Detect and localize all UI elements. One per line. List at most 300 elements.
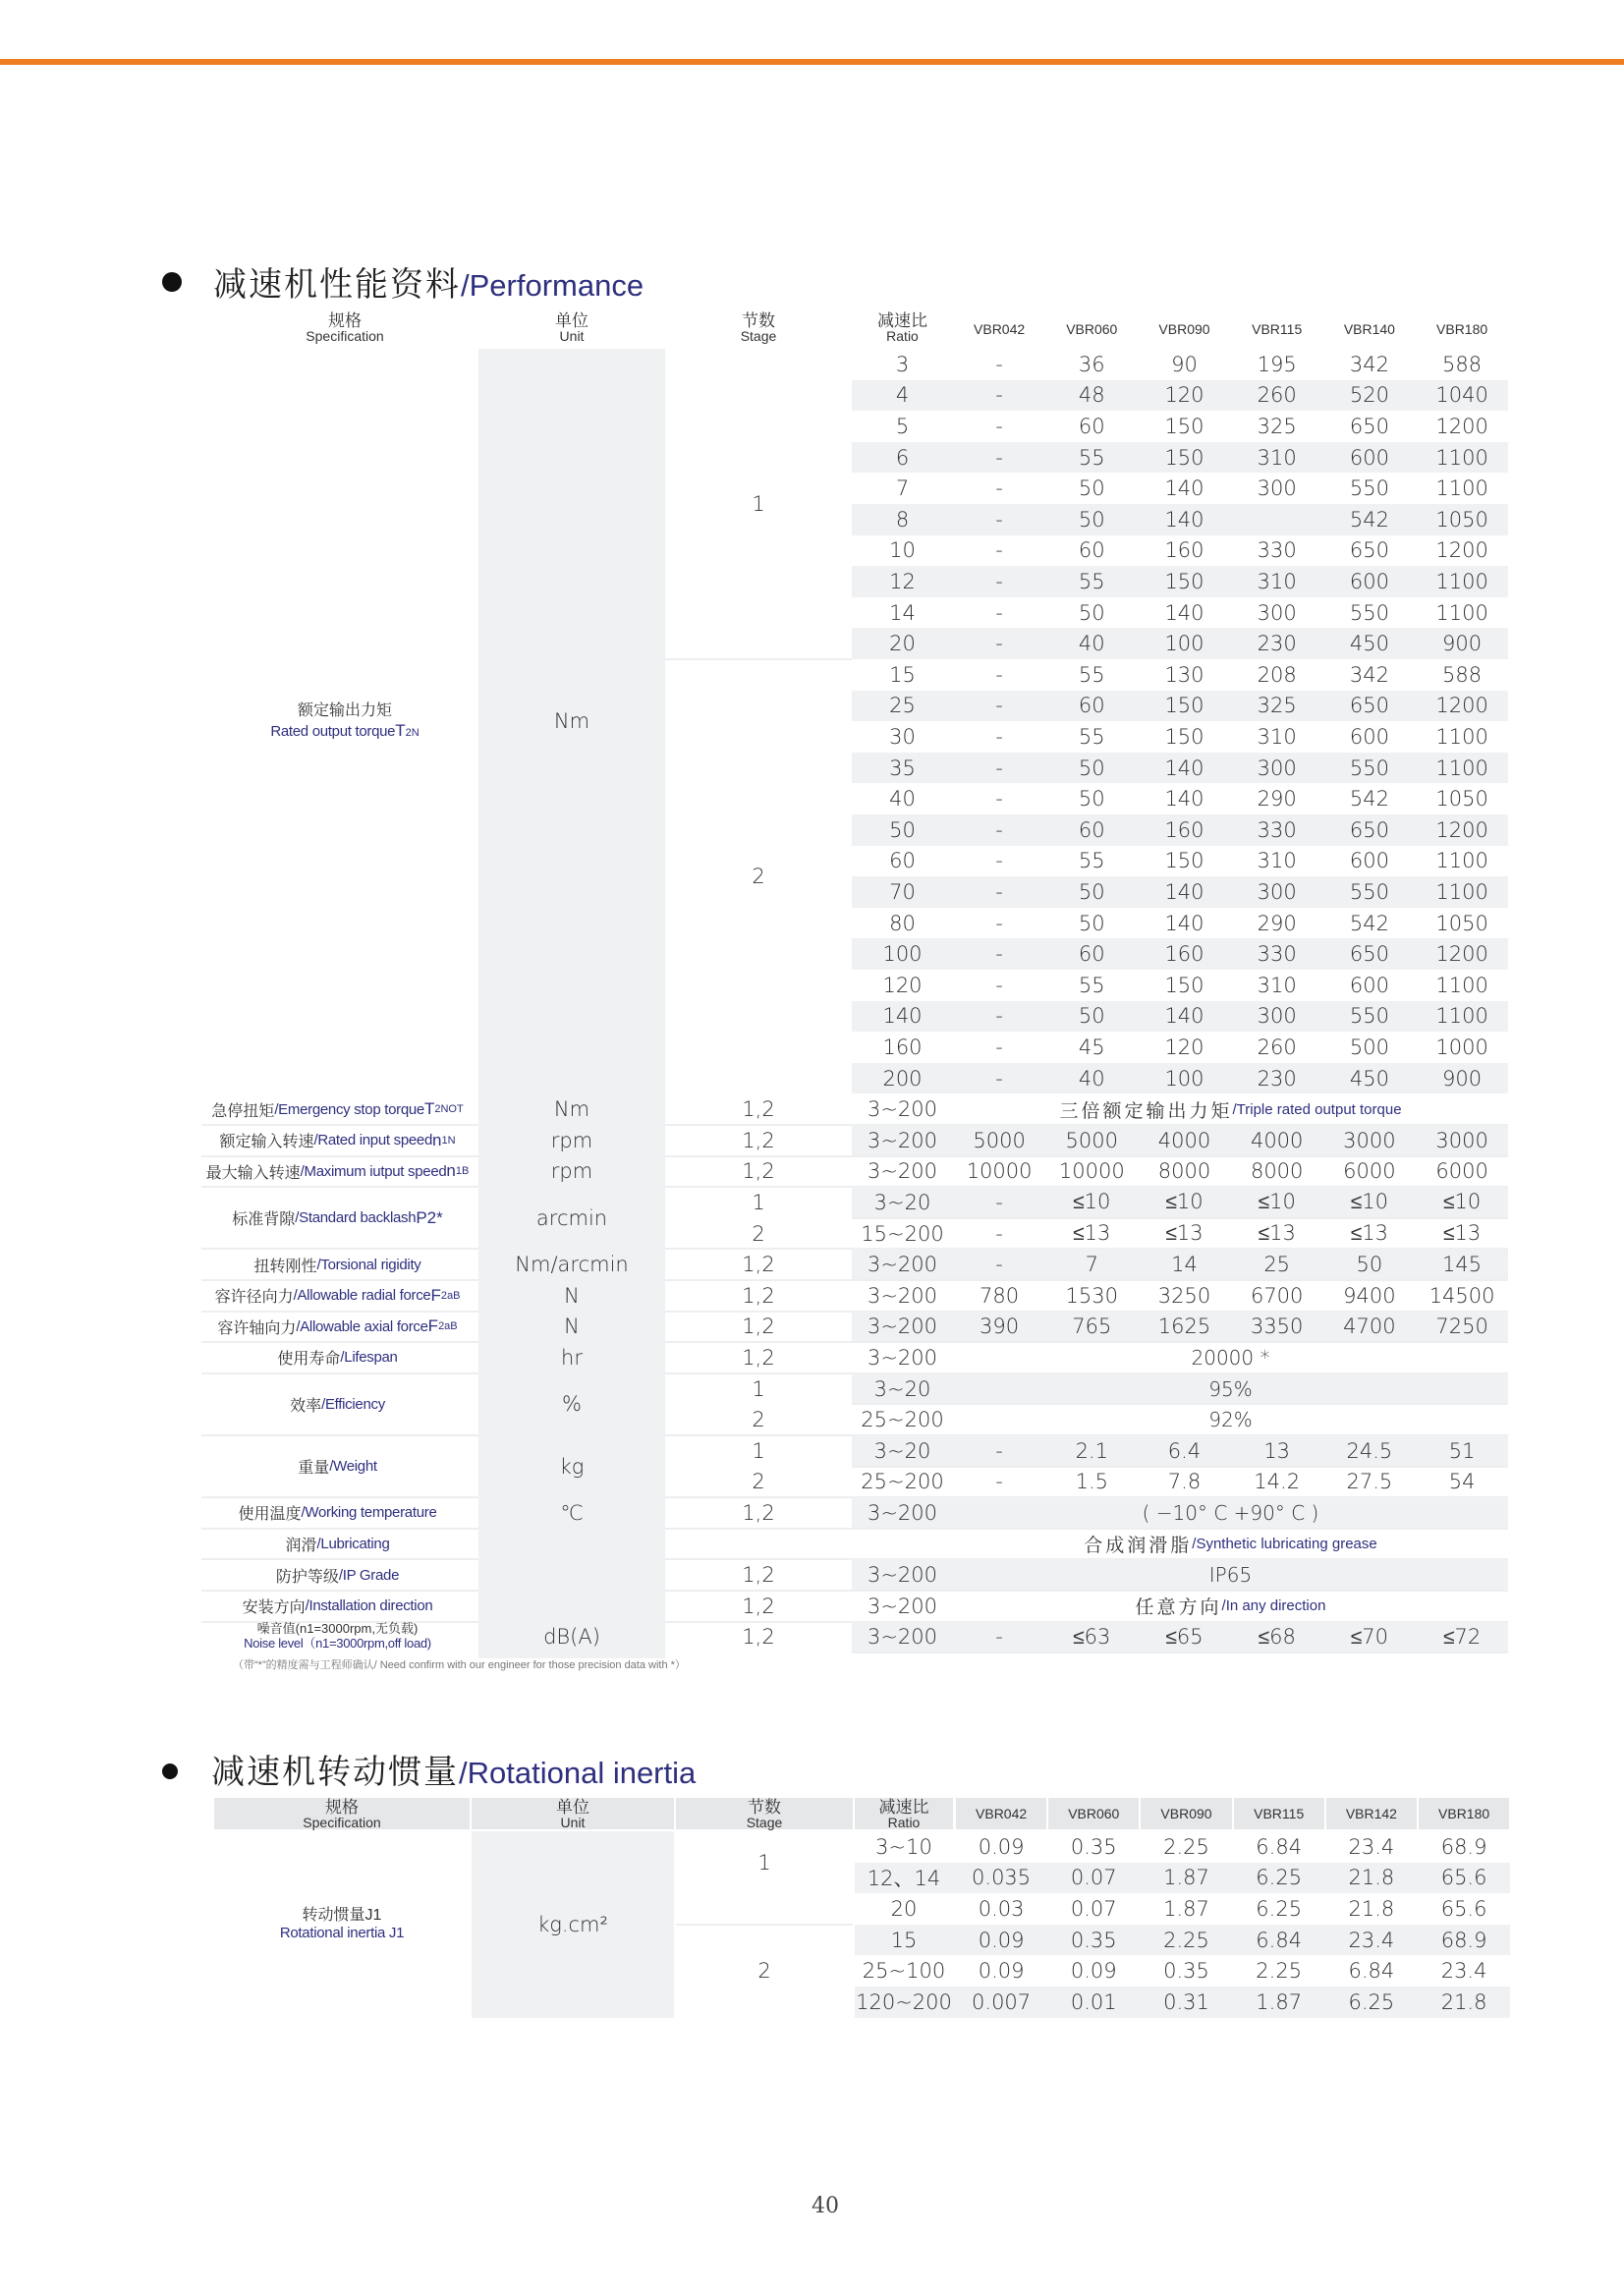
spec-label-rated_speed xyxy=(196,1125,478,1156)
value-cell: 13 xyxy=(1263,1438,1291,1463)
merged-value-en: /Triple rated output torque xyxy=(1232,1100,1402,1118)
unit-cell: kg xyxy=(559,1454,585,1479)
ratio-cell: 40 xyxy=(889,787,916,812)
value-cell: - xyxy=(995,973,1003,997)
merged-value-cell xyxy=(953,1373,1508,1405)
value-cell: 300 xyxy=(1257,756,1297,780)
value-cell: 1.87 xyxy=(1163,1866,1209,1890)
value-cell: 50 xyxy=(1078,507,1105,532)
value-cell: 1100 xyxy=(1435,849,1488,873)
stage-cell-1: 1 xyxy=(752,492,765,516)
value-cell: - xyxy=(995,1004,1003,1029)
value-cell: 650 xyxy=(1349,942,1389,967)
value-cell: 120 xyxy=(1164,1035,1204,1059)
merged-value-cell xyxy=(953,1559,1508,1591)
value-cell: 330 xyxy=(1257,538,1297,563)
label-en: /Working temperature xyxy=(301,1504,437,1522)
value-cell: 550 xyxy=(1349,600,1389,625)
value-cell: 550 xyxy=(1349,756,1389,780)
spec-label-efficiency xyxy=(196,1373,478,1435)
value-cell: 68.9 xyxy=(1440,1928,1487,1952)
value-cell: 650 xyxy=(1349,694,1389,718)
ratio-cell: 25~200 xyxy=(861,1470,944,1494)
value-cell: 50 xyxy=(1356,1253,1383,1277)
value-cell: - xyxy=(995,352,1003,376)
value-cell: 0.01 xyxy=(1070,1989,1117,2014)
value-cell: 550 xyxy=(1349,1004,1389,1029)
value-cell: - xyxy=(995,879,1003,904)
value-cell: 14.2 xyxy=(1254,1470,1301,1494)
header-model-vbr090: VBR090 xyxy=(1160,1806,1212,1821)
ratio-cell: 10 xyxy=(889,538,916,563)
ratio-cell: 3~200 xyxy=(867,1315,938,1339)
value-cell: 50 xyxy=(1078,879,1105,904)
stage-cell: 1,2 xyxy=(742,1283,775,1308)
header-model-vbr180: VBR180 xyxy=(1438,1806,1490,1821)
value-cell: - xyxy=(995,662,1003,687)
label-en: Noise level（n1=3000rpm,off load) xyxy=(244,1636,431,1651)
stage-cell: 2 xyxy=(752,1470,765,1494)
value-cell: - xyxy=(995,1190,1003,1214)
value-cell: 1000 xyxy=(1435,1035,1488,1059)
symbol: T xyxy=(395,720,406,740)
ratio-cell: 15 xyxy=(890,1928,918,1952)
value-cell: 1040 xyxy=(1435,383,1488,408)
inertia-title-zh: 减速机转动惯量 xyxy=(211,1753,459,1792)
label-zh: 转动惯量J1 xyxy=(302,1907,382,1925)
label-en-group xyxy=(270,721,419,741)
spec-label-radial xyxy=(196,1280,478,1312)
header-model-vbr142: VBR142 xyxy=(1345,1806,1397,1821)
label-en: /Weight xyxy=(329,1458,377,1476)
value-cell: 21.8 xyxy=(1440,1989,1487,2014)
spec-label-axial xyxy=(196,1312,478,1343)
value-cell: 140 xyxy=(1164,911,1204,935)
header-model-vbr140: VBR140 xyxy=(1343,321,1395,337)
value-cell: 300 xyxy=(1257,600,1297,625)
ratio-cell: 35 xyxy=(889,756,916,780)
value-cell: ≤13 xyxy=(1073,1221,1111,1246)
value-cell: 230 xyxy=(1257,632,1297,656)
value-cell: 0.007 xyxy=(972,1989,1032,2014)
label-symbol-sub: 2aB xyxy=(438,1320,458,1333)
value-cell: 0.035 xyxy=(972,1866,1032,1890)
header-specification-en: Specification xyxy=(303,1815,381,1830)
value-cell: 520 xyxy=(1349,383,1389,408)
value-cell: - xyxy=(995,1625,1003,1650)
value-cell: 150 xyxy=(1164,445,1204,470)
value-cell: 342 xyxy=(1349,662,1389,687)
ratio-cell: 30 xyxy=(889,724,916,749)
value-cell: - xyxy=(995,911,1003,935)
precision-footnote: （带“*”的精度需与工程师确认/ Need confirm with our engineer for those precision data with *） xyxy=(233,1659,686,1671)
value-cell: 6.25 xyxy=(1256,1866,1303,1890)
header-ratio-en: Ratio xyxy=(886,328,919,344)
spec-label-lubricating xyxy=(196,1529,478,1560)
value-cell: - xyxy=(995,1035,1003,1059)
label-en: /Maximum iutput speed xyxy=(300,1162,447,1180)
performance-section-title xyxy=(162,257,644,306)
value-cell: 0.35 xyxy=(1163,1959,1209,1984)
value-cell: 650 xyxy=(1349,538,1389,563)
header-model-vbr090: VBR090 xyxy=(1158,321,1210,337)
label-en: Rotational inertia J1 xyxy=(279,1925,405,1942)
header-specification xyxy=(214,1799,470,1829)
value-cell: ≤13 xyxy=(1165,1221,1204,1246)
unit-cell: hr xyxy=(561,1345,583,1370)
stage-cell: 1,2 xyxy=(742,1500,775,1525)
ratio-cell: 20 xyxy=(890,1896,918,1921)
spec-label-emergency xyxy=(196,1093,478,1125)
ratio-cell: 14 xyxy=(889,600,916,625)
value-cell: 0.09 xyxy=(978,1834,1025,1859)
stage-cell: 1 xyxy=(752,1190,765,1214)
unit-cell: Nm/arcmin xyxy=(515,1253,629,1277)
value-cell: - xyxy=(995,942,1003,967)
label-en: /Efficiency xyxy=(321,1395,385,1413)
value-cell: 290 xyxy=(1257,911,1297,935)
label-zh: 容许径向力 xyxy=(214,1289,294,1307)
value-cell: 68.9 xyxy=(1440,1834,1487,1859)
ratio-cell: 60 xyxy=(889,849,916,873)
ratio-cell: 12 xyxy=(889,569,916,593)
header-model-vbr042: VBR042 xyxy=(976,1806,1028,1821)
performance-title-en: /Performance xyxy=(461,268,644,303)
value-cell: 55 xyxy=(1078,445,1105,470)
bullet-icon xyxy=(162,1763,178,1779)
ratio-cell: 3~200 xyxy=(867,1500,938,1525)
stage-cell: 1,2 xyxy=(742,1563,775,1588)
label-symbol: n xyxy=(446,1161,456,1181)
value-cell: ≤63 xyxy=(1073,1624,1111,1649)
header-ratio-zh: 减速比 xyxy=(878,1798,929,1817)
value-cell: 900 xyxy=(1442,632,1483,656)
value-cell: 500 xyxy=(1349,1035,1389,1059)
value-cell: 1100 xyxy=(1435,600,1488,625)
value-cell: 342 xyxy=(1349,352,1389,376)
value-cell: 45 xyxy=(1078,1035,1105,1059)
value-cell: 2.25 xyxy=(1256,1959,1303,1984)
symbol-sub: 2N xyxy=(405,726,420,739)
label-en: /Allowable axial force xyxy=(296,1317,428,1335)
unit-cell: Nm xyxy=(553,709,590,734)
ratio-cell: 15~200 xyxy=(861,1221,944,1246)
merged-value: 20000 * xyxy=(1191,1345,1270,1370)
merged-value-en: /Synthetic lubricating grease xyxy=(1192,1536,1377,1553)
page-number: 40 xyxy=(812,2194,839,2218)
ratio-cell: 3~200 xyxy=(867,1159,938,1184)
performance-title-zh: 减速机性能资料 xyxy=(213,265,461,305)
ratio-cell: 3~200 xyxy=(867,1563,938,1588)
label-zh: 安装方向 xyxy=(242,1599,306,1617)
ratio-cell: 120~200 xyxy=(856,1989,952,2014)
value-cell: ≤10 xyxy=(1165,1190,1204,1214)
value-cell: 160 xyxy=(1164,538,1204,563)
value-cell: - xyxy=(995,787,1003,812)
value-cell: 1625 xyxy=(1157,1315,1211,1339)
value-cell: 50 xyxy=(1078,787,1105,812)
value-cell: 4700 xyxy=(1343,1315,1396,1339)
value-cell: 6.84 xyxy=(1256,1928,1303,1952)
value-cell: 0.03 xyxy=(978,1896,1025,1921)
value-cell: 1100 xyxy=(1435,756,1488,780)
unit-cell: rpm xyxy=(550,1128,593,1152)
value-cell: 1200 xyxy=(1435,942,1488,967)
value-cell: 542 xyxy=(1349,787,1389,812)
value-cell: 2.1 xyxy=(1075,1438,1108,1463)
value-cell: 195 xyxy=(1257,352,1297,376)
label-symbol: T xyxy=(423,1099,435,1119)
ratio-cell: 140 xyxy=(882,1004,923,1029)
label-symbol: P2* xyxy=(416,1207,443,1227)
value-cell: ≤70 xyxy=(1350,1624,1389,1649)
stage-cell: 1,2 xyxy=(742,1097,775,1122)
header-stage xyxy=(665,312,852,343)
value-cell: 65.6 xyxy=(1440,1896,1487,1921)
merged-value-cell xyxy=(953,1093,1508,1125)
header-specification-zh: 规格 xyxy=(328,311,362,330)
label-zh: 扭转刚性 xyxy=(253,1258,317,1275)
value-cell: 1100 xyxy=(1435,445,1488,470)
rotational-inertia-label xyxy=(214,1831,470,2018)
merged-value-zh: 三倍额定输出力矩 xyxy=(1059,1099,1233,1122)
value-cell: ≤13 xyxy=(1258,1221,1296,1246)
value-cell: 55 xyxy=(1078,849,1105,873)
value-cell: 10000 xyxy=(1058,1159,1125,1184)
value-cell: 50 xyxy=(1078,476,1105,501)
header-model-vbr115: VBR115 xyxy=(1254,1806,1305,1821)
stage-cell: 1,2 xyxy=(742,1625,775,1650)
value-cell: 1200 xyxy=(1435,694,1488,718)
value-cell: 550 xyxy=(1349,476,1389,501)
label-en: Rated output torque xyxy=(270,722,396,740)
unit-cell: Nm xyxy=(553,1097,590,1122)
header-stage-en: Stage xyxy=(746,1815,783,1830)
value-cell: 290 xyxy=(1257,787,1297,812)
value-cell: 900 xyxy=(1442,1066,1483,1091)
value-cell: ≤10 xyxy=(1442,1190,1482,1214)
ratio-cell: 3~10 xyxy=(875,1834,932,1859)
ratio-cell: 20 xyxy=(889,632,916,656)
inertia-title-en: /Rotational inertia xyxy=(459,1756,697,1790)
value-cell: ≤13 xyxy=(1350,1221,1389,1246)
unit-cell: rpm xyxy=(550,1159,593,1184)
value-cell: - xyxy=(995,507,1003,532)
spec-label-temperature xyxy=(196,1497,478,1529)
header-stage xyxy=(676,1799,853,1829)
header-model-vbr060: VBR060 xyxy=(1068,1806,1120,1821)
unit-cell: dB(A) xyxy=(543,1625,600,1650)
label-en: /Lubricating xyxy=(316,1536,390,1553)
value-cell: 588 xyxy=(1442,662,1483,687)
label-en: /Emergency stop torque xyxy=(274,1100,424,1118)
value-cell: 14500 xyxy=(1428,1283,1495,1308)
value-cell: 0.09 xyxy=(1070,1959,1117,1984)
value-cell: - xyxy=(995,538,1003,563)
ratio-cell: 3~200 xyxy=(867,1253,938,1277)
value-cell: 6700 xyxy=(1250,1283,1304,1308)
value-cell: 24.5 xyxy=(1346,1438,1393,1463)
value-cell: 150 xyxy=(1164,849,1204,873)
value-cell: 0.35 xyxy=(1070,1834,1117,1859)
value-cell: 300 xyxy=(1257,1004,1297,1029)
value-cell: 600 xyxy=(1349,445,1389,470)
spec-label-noise xyxy=(196,1618,478,1655)
value-cell: 588 xyxy=(1442,352,1483,376)
ratio-cell: 3~200 xyxy=(867,1283,938,1308)
value-cell: 650 xyxy=(1349,414,1389,438)
stage-cell: 1,2 xyxy=(742,1315,775,1339)
value-cell: ≤72 xyxy=(1442,1624,1482,1649)
unit-cell: N xyxy=(564,1283,580,1308)
label-zh: 效率 xyxy=(290,1397,322,1415)
value-cell: 600 xyxy=(1349,569,1389,593)
value-cell: 0.31 xyxy=(1163,1989,1209,2014)
value-cell: 8000 xyxy=(1250,1159,1304,1184)
value-cell: 260 xyxy=(1257,383,1297,408)
ratio-cell: 3~200 xyxy=(867,1594,938,1618)
value-cell: 325 xyxy=(1257,694,1297,718)
ratio-cell: 3~200 xyxy=(867,1625,938,1650)
value-cell: 550 xyxy=(1349,879,1389,904)
value-cell: 150 xyxy=(1164,569,1204,593)
header-stage-zh: 节数 xyxy=(742,311,775,330)
value-cell: 9400 xyxy=(1343,1283,1396,1308)
value-cell: 50 xyxy=(1078,911,1105,935)
value-cell: 1050 xyxy=(1435,507,1488,532)
label-symbol-sub: 2NOT xyxy=(434,1103,464,1116)
merged-value-cell xyxy=(953,1497,1508,1529)
value-cell: 4000 xyxy=(1250,1128,1304,1152)
value-cell: 1100 xyxy=(1435,724,1488,749)
value-cell: 10000 xyxy=(966,1159,1033,1184)
ratio-cell: 3~200 xyxy=(867,1097,938,1122)
merged-value: 95% xyxy=(1208,1376,1253,1401)
ratio-cell: 100 xyxy=(882,942,923,967)
header-ratio xyxy=(855,1799,953,1829)
value-cell: 6.25 xyxy=(1348,1989,1395,2014)
header-accent-rule xyxy=(0,59,1624,65)
label-symbol: F xyxy=(430,1285,441,1305)
value-cell: 230 xyxy=(1257,1066,1297,1091)
value-cell: 600 xyxy=(1349,849,1389,873)
value-cell: 60 xyxy=(1078,942,1105,967)
header-unit xyxy=(472,1799,674,1829)
value-cell: 140 xyxy=(1164,1004,1204,1029)
value-cell: 1200 xyxy=(1435,538,1488,563)
value-cell: 300 xyxy=(1257,476,1297,501)
label-zh: 防护等级 xyxy=(275,1568,339,1586)
value-cell: 542 xyxy=(1349,507,1389,532)
value-cell: 48 xyxy=(1078,383,1105,408)
value-cell: 50 xyxy=(1078,600,1105,625)
value-cell: 542 xyxy=(1349,911,1389,935)
ratio-cell: 3~20 xyxy=(873,1438,931,1463)
header-unit-zh: 单位 xyxy=(556,1798,589,1817)
value-cell: 1100 xyxy=(1435,476,1488,501)
value-cell: - xyxy=(995,1438,1003,1463)
ratio-cell: 3 xyxy=(895,352,910,376)
label-en: /Lifespan xyxy=(340,1349,398,1367)
merged-value: IP65 xyxy=(1208,1563,1253,1588)
value-cell: - xyxy=(995,724,1003,749)
value-cell: ≤68 xyxy=(1258,1624,1296,1649)
header-unit-en: Unit xyxy=(560,1815,586,1830)
label-zh: 使用温度 xyxy=(238,1506,302,1524)
ratio-cell: 7 xyxy=(895,476,910,501)
ratio-cell: 200 xyxy=(882,1066,923,1091)
inertia-section-title xyxy=(162,1745,696,1793)
value-cell: 1050 xyxy=(1435,911,1488,935)
value-cell: 1.5 xyxy=(1075,1470,1108,1494)
label-symbol-sub: 2aB xyxy=(440,1289,461,1302)
value-cell: 60 xyxy=(1078,817,1105,842)
ratio-cell: 160 xyxy=(882,1035,923,1059)
value-cell: 6.84 xyxy=(1256,1834,1303,1859)
merged-value-cell xyxy=(953,1404,1508,1435)
header-ratio-zh: 减速比 xyxy=(877,311,927,330)
value-cell: 60 xyxy=(1078,414,1105,438)
label-symbol: F xyxy=(427,1316,439,1336)
value-cell: - xyxy=(995,569,1003,593)
spec-label-ip xyxy=(196,1559,478,1591)
value-cell: 450 xyxy=(1349,1066,1389,1091)
label-zh: 重量 xyxy=(298,1460,330,1478)
header-specification-zh: 规格 xyxy=(325,1798,359,1817)
value-cell: 51 xyxy=(1448,1438,1476,1463)
header-unit-zh: 单位 xyxy=(555,311,588,330)
stage-cell: 1 xyxy=(752,1376,765,1401)
value-cell: ≤10 xyxy=(1258,1190,1296,1214)
value-cell: ≤13 xyxy=(1442,1221,1482,1246)
value-cell: 7 xyxy=(1085,1253,1098,1277)
merged-value: 92% xyxy=(1208,1408,1253,1432)
label-en: /Installation direction xyxy=(305,1597,433,1615)
stage-cell: 1,2 xyxy=(742,1594,775,1618)
value-cell: 3350 xyxy=(1250,1315,1304,1339)
unit-cell: % xyxy=(562,1392,582,1417)
label-en: /Torsional rigidity xyxy=(316,1256,421,1273)
header-ratio-en: Ratio xyxy=(887,1815,921,1830)
unit-cell: N xyxy=(564,1315,580,1339)
value-cell: 150 xyxy=(1164,724,1204,749)
value-cell: 300 xyxy=(1257,879,1297,904)
value-cell: 3250 xyxy=(1157,1283,1211,1308)
stage-cell-2: 2 xyxy=(752,865,765,889)
value-cell: ≤65 xyxy=(1165,1624,1204,1649)
stage-cell: 1,2 xyxy=(742,1128,775,1152)
stage-cell-1: 1 xyxy=(757,1850,771,1875)
value-cell: 765 xyxy=(1072,1315,1112,1339)
label-zh: 额定输出力矩 xyxy=(297,702,392,720)
header-stage-zh: 节数 xyxy=(748,1798,781,1817)
value-cell: 140 xyxy=(1164,476,1204,501)
ratio-cell: 120 xyxy=(882,973,923,997)
value-cell: 1.87 xyxy=(1256,1989,1303,2014)
stage-cell: 1,2 xyxy=(742,1345,775,1370)
value-cell: - xyxy=(995,383,1003,408)
label-zh: 使用寿命 xyxy=(277,1351,341,1369)
spec-label-lifespan xyxy=(196,1342,478,1373)
value-cell: 6.25 xyxy=(1256,1896,1303,1921)
value-cell: 40 xyxy=(1078,1066,1105,1091)
ratio-cell: 5 xyxy=(895,414,910,438)
header-specification-en: Specification xyxy=(306,328,384,344)
merged-value-cell xyxy=(953,1591,1508,1622)
spec-label-max_speed xyxy=(196,1156,478,1188)
value-cell: 23.4 xyxy=(1440,1959,1487,1984)
ratio-cell: 70 xyxy=(889,879,916,904)
